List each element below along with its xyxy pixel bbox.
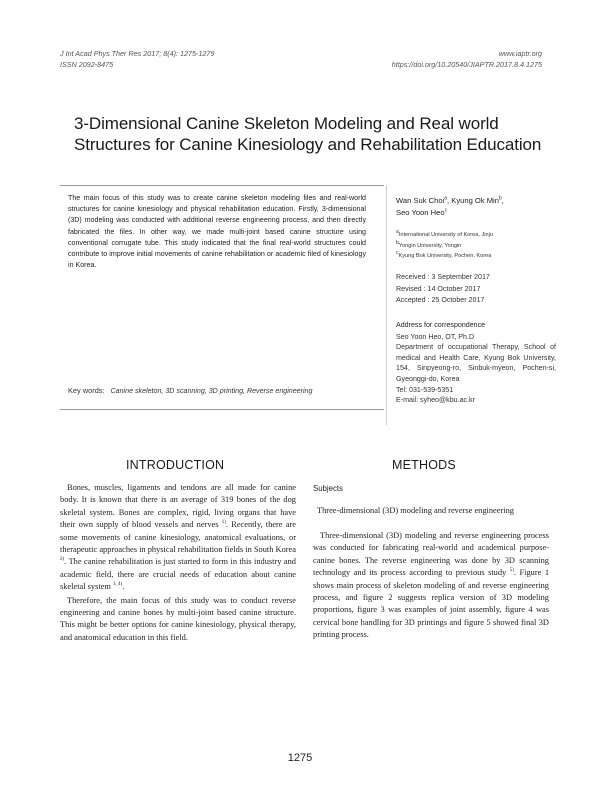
intro-text: . Recently, there are some movements of canine kinesiology, anatomical evaluations, or therapeutic approaches in physical rehabilitation fields in South Korea: [60, 520, 296, 555]
citation-ref: 5): [509, 568, 514, 574]
journal-website[interactable]: www.iaptr.org: [498, 49, 542, 58]
author-list: [396, 195, 556, 219]
citation-ref: 2): [60, 557, 65, 563]
citation-ref: 1): [221, 520, 226, 526]
methods-paragraph-1: [313, 530, 549, 642]
affiliation-item: [396, 241, 556, 252]
article-dates: [396, 272, 556, 307]
paper-title: 3-Dimensional Canine Skeleton Modeling and Real world Structures for Canine Kinesiology and Rehabilitation Education: [74, 114, 542, 154]
author-3: Seo Yoon Heo: [396, 208, 445, 217]
correspondence-tel: Tel: 031-539-5351: [396, 385, 454, 394]
affiliation-text: Yongin University, Yongin: [398, 242, 462, 249]
author-3-sup: c: [444, 207, 448, 214]
affiliation-sup: c: [396, 250, 399, 257]
author-1-sup: a: [444, 195, 448, 202]
affiliation-sup: b: [396, 239, 399, 246]
journal-citation: J Int Acad Phys Ther Res 2017; 8(4): 1275-1279: [60, 49, 215, 58]
intro-text: . The canine rehabilitation is just started to form in this industry and academic field, there are crucial needs of education about canine skeletal system: [60, 557, 296, 592]
date-revised: Revised : 14 October 2017: [396, 284, 481, 293]
journal-header-right: [392, 49, 542, 70]
methods-text: . Figure 1 shows main process of skeleton modeling of and reverse engineering process, and figure 2 suggests replica version of 3D modeling proportions, figure 3 was examples of joint assembly, figure 4 was cervical bone handling for 3D printings and figure 5 showed final 3D printing process.: [313, 568, 550, 640]
keywords-label: Key words:: [68, 386, 105, 395]
abstract-box: [60, 185, 384, 410]
column-divider: [386, 185, 387, 425]
keywords: [68, 386, 378, 395]
abstract-text: The main focus of this study was to create canine skeleton modeling files and real-world structures for canine kinesiology and physical rehabilitation education. Firstly, 3-dimensional (3D) modeling was conducted with additional reverse engineering process, and then directly fabricated the files. In other way, we made multi-joint based canine structure using conventional corrugate tube. This study indicated that the final real-world structures could contribute to improve initial movements of canine rehabilitation or academic filed of kinesiology in Korea.: [68, 194, 366, 270]
date-received: Received : 3 September 2017: [396, 273, 490, 281]
journal-issn: ISSN 2092-8475: [60, 59, 114, 69]
methods-body: [313, 530, 549, 642]
introduction-paragraph-1: [60, 482, 296, 594]
introduction-heading: INTRODUCTION: [126, 458, 225, 472]
subjects-heading: Subjects: [313, 484, 343, 493]
introduction-paragraph-2: Therefore, the main focus of this study was to conduct reverse engineering and canine bones by multi-joint based canine structure. This might be better options for canine kinesiology, physical therapy, and anatomical education in this field.: [60, 595, 296, 642]
journal-doi[interactable]: https://doi.org/10.20540/JIAPTR.2017.8.4.1275: [391, 59, 542, 69]
correspondence: [396, 320, 556, 406]
author-1: Wan Suk Choi: [396, 196, 445, 205]
author-2: , Kyung Ok Min: [447, 196, 499, 205]
methods-text: Three-dimensional (3D) modeling and reverse engineering process was conducted for fabricating real-world and academical purpose-canine bones. The reverse engineering was done by 3D scanning technology and its process according to previous study: [313, 531, 549, 578]
correspondence-name: Seo Yoon Heo, OT, Ph.D: [396, 332, 475, 341]
introduction-body: [60, 482, 296, 644]
date-accepted: Accepted : 25 October 2017: [396, 296, 485, 304]
affiliation-item: [396, 230, 556, 241]
affiliation-list: [396, 230, 556, 262]
author-2-sup: b: [498, 195, 502, 202]
affiliation-item: [396, 251, 556, 262]
affiliation-text: International University of Korea, Jinju: [398, 232, 493, 238]
intro-text: Bones, muscles, ligaments and tendons are all made for canine body. It is known that there is an average of 319 bones of the dog skeletal system. Bones are complex, rigid, living organs that have their own supply of blood vessels and nerves: [60, 483, 296, 530]
affiliation-sup: a: [396, 229, 399, 236]
citation-ref: 3, 4): [113, 582, 123, 588]
correspondence-heading: Address for correspondence: [396, 321, 486, 329]
methods-subheading: Three-dimensional (3D) modeling and reverse engineering: [317, 506, 514, 515]
methods-heading: METHODS: [392, 458, 456, 472]
keywords-value: Canine skeleton, 3D scanning, 3D printing, Reverse engineering: [110, 387, 313, 395]
intro-text: .: [122, 582, 125, 592]
journal-header-left: [60, 49, 214, 70]
correspondence-address: Department of occupational Therapy, School of medical and Health Care, Kyung Bok University, 154, Sinpyeong-ro, Sinbuk-myeon, Pochen-si, Gyeonggi-do, Korea: [396, 343, 556, 383]
affiliation-text: Kyung Bok University, Pochen, Korea: [398, 253, 492, 259]
correspondence-email[interactable]: E-mail: syheo@kbu.ac.kr: [396, 396, 475, 405]
author-sep: ,: [501, 196, 504, 205]
page-number: 1275: [287, 752, 313, 764]
